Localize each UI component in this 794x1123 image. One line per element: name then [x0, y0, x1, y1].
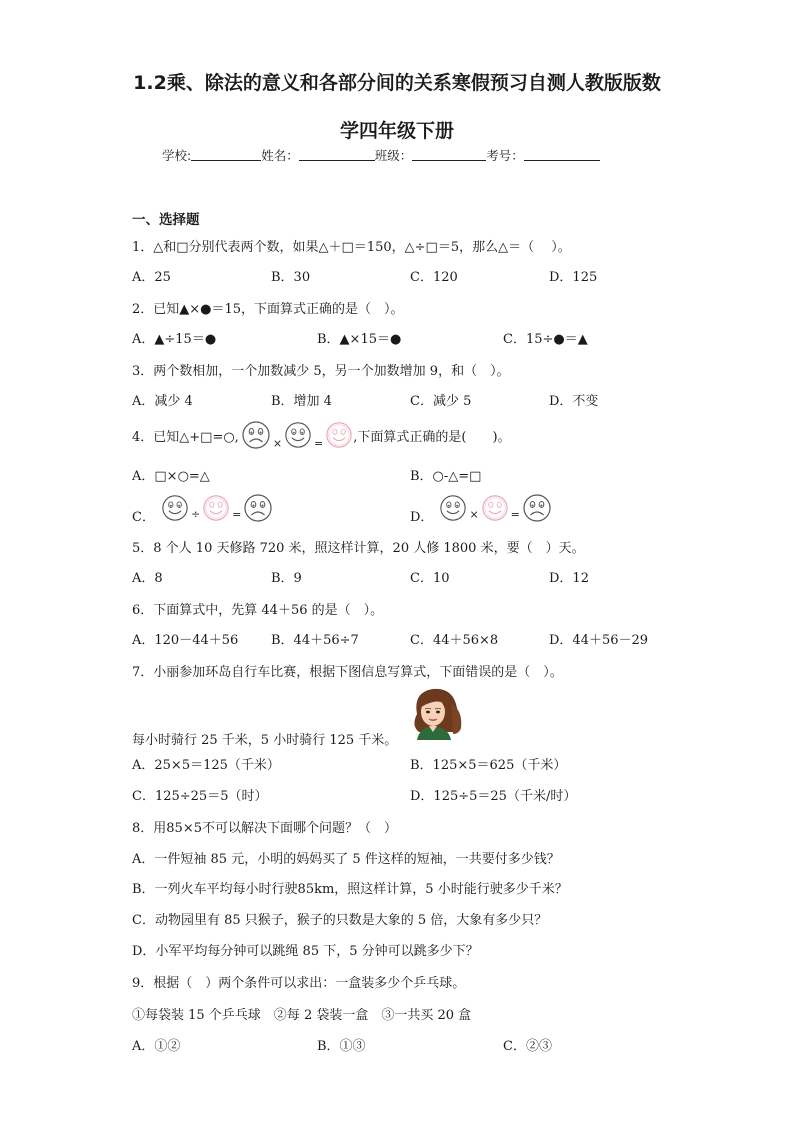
- q7-option-d: D．125÷5＝25（千米/时）: [410, 789, 577, 804]
- doc-title-line1: 1.2乘、除法的意义和各部分间的关系寒假预习自测人教版版数: [133, 72, 661, 94]
- light-smile-face-icon: [325, 421, 353, 449]
- q8-option-a: A．一件短袖 85 元，小明的妈妈买了 5 件这样的短袖，一共要付多少钱？: [132, 852, 560, 867]
- light-smile-face-icon: [481, 494, 509, 522]
- frown-face-icon: [241, 420, 271, 450]
- q4-stem-end: ,下面算式正确的是( )。: [353, 429, 511, 445]
- q5-option-a: A．8: [132, 571, 163, 586]
- class-label: 班级：: [374, 148, 413, 163]
- q2-option-a: A．▲÷15＝●: [132, 332, 217, 347]
- name-label: 姓名：: [261, 148, 299, 163]
- q9-option-c: C．②③: [503, 1039, 552, 1054]
- q6-option-a: A．120－44＋56: [132, 633, 239, 648]
- q1-option-a: A．25: [132, 270, 171, 285]
- q6-option-b: B．44＋56÷7: [271, 633, 359, 648]
- q8-option-d: D．小军平均每分钟可以跳绳 85 下，5 分钟可以跳多少下？: [132, 944, 479, 959]
- q3-option-b: B．增加 4: [271, 394, 332, 409]
- class-blank: [412, 148, 486, 161]
- smile-face-icon: [161, 494, 189, 522]
- q4-option-d-label: D．: [410, 509, 434, 525]
- girl-illustration-icon: [403, 684, 467, 740]
- q3-option-a: A．减少 4: [132, 394, 193, 409]
- number-label: 考号：: [486, 148, 524, 163]
- equals-symbol: =: [314, 437, 324, 450]
- equals-symbol: =: [510, 507, 520, 521]
- q5-option-d: D．12: [549, 571, 589, 586]
- q1-option-c: C．120: [410, 270, 458, 285]
- student-info-row: [162, 146, 600, 164]
- q2-option-c: C．15÷●＝▲: [503, 332, 588, 347]
- q4-option-b: B．○-△=□: [410, 469, 482, 484]
- q7-option-a: A．25×5＝125（千米）: [132, 758, 280, 773]
- question-2: 2．已知▲×●＝15，下面算式正确的是（ ）。: [132, 302, 404, 317]
- frown-face-icon: [522, 493, 552, 523]
- equals-symbol: =: [232, 507, 242, 521]
- q4-option-c: [132, 492, 273, 524]
- q8-option-c: C．动物园里有 85 只猴子，猴子的只数是大象的 5 倍，大象有多少只？: [132, 913, 548, 928]
- times-symbol: ×: [272, 437, 283, 450]
- school-blank: [191, 148, 261, 161]
- q1-option-d: D．125: [549, 270, 598, 285]
- light-smile-face-icon: [202, 494, 230, 522]
- q9-conditions: ①每袋装 15 个乒乓球 ②每 2 袋装一盒 ③一共买 20 盒: [132, 1008, 472, 1023]
- q2-option-b: B．▲×15＝●: [317, 332, 402, 347]
- frown-face-icon: [243, 493, 273, 523]
- q7-option-b: B．125×5＝625（千米）: [410, 758, 567, 773]
- divide-symbol: ÷: [190, 507, 201, 521]
- q4-stem-start: 4．已知△+□=○,: [132, 429, 239, 445]
- question-6: 6．下面算式中，先算 44＋56 的是（ ）。: [132, 603, 384, 618]
- question-9: 9．根据（ ）两个条件可以求出：一盒装多少个乒乓球。: [132, 976, 466, 991]
- times-symbol: ×: [469, 507, 479, 521]
- section-heading: 一、选择题: [132, 212, 200, 228]
- q4-option-a: A．□×○=△: [132, 469, 210, 484]
- q4-option-d: [410, 492, 552, 524]
- name-blank: [299, 148, 375, 161]
- school-label: 学校:: [162, 148, 192, 163]
- question-1: 1．△和□分别代表两个数，如果△＋□＝150，△÷□＝5，那么△＝（ ）。: [132, 240, 571, 255]
- q7-option-c: C．125÷25＝5（时）: [132, 789, 268, 804]
- q7-speech-text: 每小时骑行 25 千米，5 小时骑行 125 千米。: [132, 733, 398, 748]
- q5-option-b: B．9: [271, 571, 302, 586]
- question-5: 5．8 个人 10 天修路 720 米，照这样计算，20 人修 1800 米，要（ ）天。: [132, 541, 585, 556]
- q4-option-c-label: C．: [132, 509, 155, 525]
- question-8: 8．用85×5不可以解决下面哪个问题？（ ）: [132, 821, 397, 836]
- question-4: [132, 420, 511, 450]
- q1-option-b: B．30: [271, 270, 311, 285]
- q3-option-c: C．减少 5: [410, 394, 472, 409]
- q8-option-b: B．一列火车平均每小时行驶85km，照这样计算，5 小时能行驶多少千米？: [132, 882, 568, 897]
- doc-title-line2: 学四年级下册: [339, 120, 454, 142]
- q9-option-b: B．①③: [317, 1039, 366, 1054]
- smile-face-icon: [439, 494, 467, 522]
- q6-option-c: C．44＋56×8: [410, 633, 499, 648]
- q6-option-d: D．44＋56－29: [549, 633, 649, 648]
- q3-option-d: D．不变: [549, 394, 599, 409]
- question-7: 7．小丽参加环岛自行车比赛，根据下图信息写算式，下面错误的是（ ）。: [132, 665, 563, 680]
- smile-face-icon: [284, 421, 312, 449]
- question-3: 3．两个数相加，一个加数减少 5，另一个加数增加 9，和（ ）。: [132, 364, 510, 379]
- q9-option-a: A．①②: [132, 1039, 181, 1054]
- q5-option-c: C．10: [410, 571, 450, 586]
- number-blank: [524, 148, 600, 161]
